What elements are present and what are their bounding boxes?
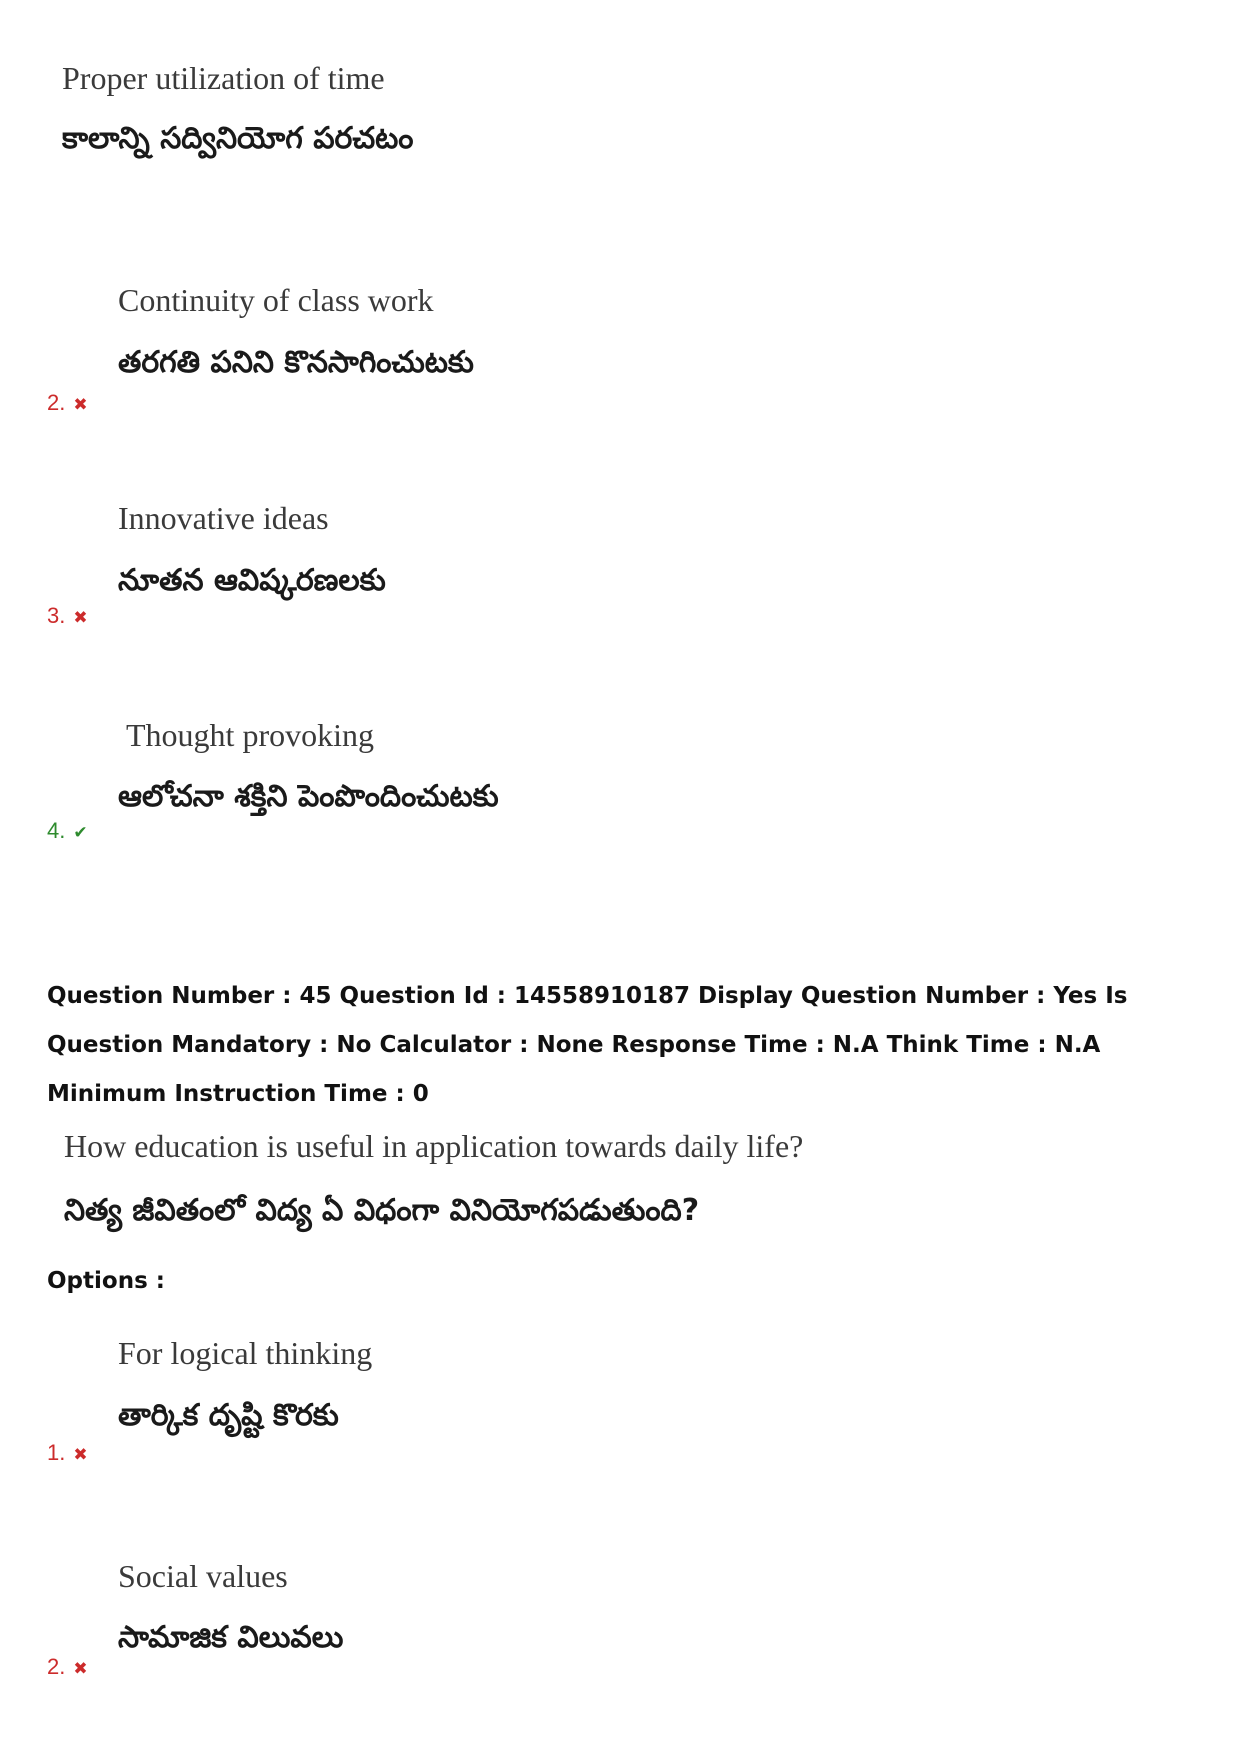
- question-text-te: నిత్య జీవితంలో విద్య ఏ విధంగా వినియోగపడుతుంది?: [64, 1193, 700, 1228]
- cross-icon: ✖: [73, 1445, 88, 1464]
- prev-option-2-te: తరగతి పనిని కొనసాగించుటకు: [118, 345, 474, 380]
- options-label: Options :: [47, 1268, 165, 1294]
- cross-icon: ✖: [73, 1659, 88, 1678]
- option-number: 3.: [47, 603, 66, 628]
- option-2-te: సామాజిక విలువలు: [118, 1620, 344, 1655]
- option-2-en: Social values: [118, 1558, 288, 1594]
- option-1-number: [47, 1440, 88, 1466]
- option-number: 2.: [47, 1654, 66, 1679]
- prev-option-2-number: [47, 390, 88, 416]
- prev-option-4-number: [47, 818, 88, 844]
- prev-option-3-te: నూతన ఆవిష్కరణలకు: [118, 563, 386, 598]
- prev-option-3-number: [47, 603, 88, 629]
- cross-icon: ✖: [73, 395, 88, 414]
- prev-option-1-te: కాలాన్ని సద్వినియోగ పరచటం: [62, 121, 414, 156]
- option-number: 4.: [47, 818, 66, 843]
- check-icon: ✔: [73, 823, 88, 842]
- question-text-en: How education is useful in application towards daily life?: [64, 1128, 804, 1164]
- option-2-number: [47, 1654, 88, 1680]
- prev-option-4-en: Thought provoking: [126, 717, 374, 753]
- option-1-en: For logical thinking: [118, 1335, 373, 1371]
- prev-option-4-te: ఆలోచనా శక్తిని పెంపొందించుటకు: [118, 779, 499, 814]
- prev-option-2-en: Continuity of class work: [118, 282, 434, 318]
- cross-icon: ✖: [73, 608, 88, 627]
- prev-option-1-en: Proper utilization of time: [62, 60, 385, 96]
- option-number: 1.: [47, 1440, 66, 1465]
- prev-option-3-en: Innovative ideas: [118, 500, 329, 536]
- option-1-te: తార్కిక దృష్టి కొరకు: [118, 1398, 339, 1433]
- option-number: 2.: [47, 390, 66, 415]
- question-meta: Question Number : 45 Question Id : 14558910187 Display Question Number : Yes Is Question Mandatory : No Calculator : None Response Time : N.A Think Time : N.A Minimum Instruction Time : 0: [47, 983, 1128, 1107]
